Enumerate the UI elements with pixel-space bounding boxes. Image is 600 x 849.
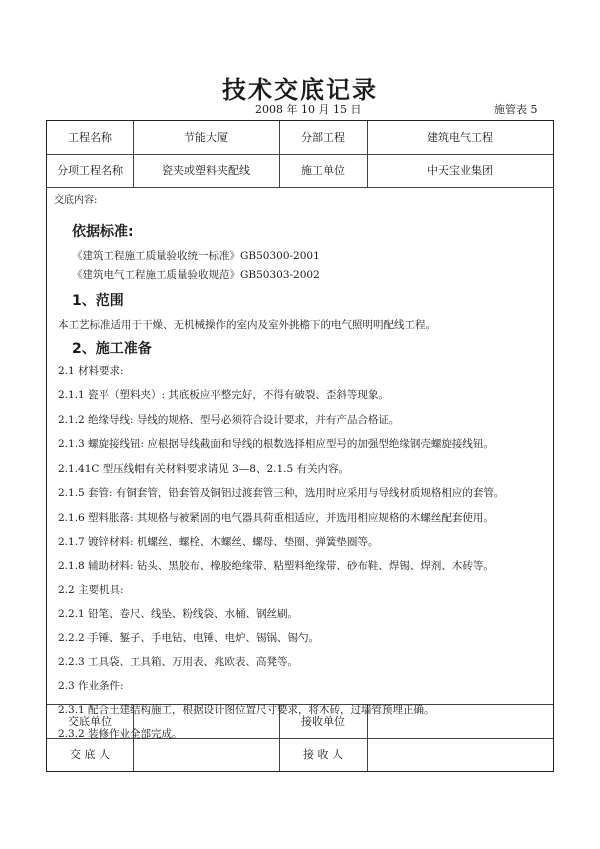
project-name-label: 工程名称 [68, 131, 112, 144]
prep-line: 2.2.2 手锤、錾子、手电钻、电锤、电炉、锡锅、锡勺。 [58, 632, 320, 644]
record-table [46, 120, 554, 772]
prep-line: 2.3.2 装修作业全部完成。 [58, 728, 183, 740]
prep-line: 2.1.8 辅助材料: 钻头、黑胶布、橡胶绝缘带、粘塑料绝缘带、砂布鞋、焊锡、焊剂、木砖等。 [58, 560, 494, 572]
item-name-value: 瓷夹或塑料夹配线 [162, 164, 250, 177]
sub-project-label: 分部工程 [301, 131, 345, 144]
prep-line: 2.2.1 铅笔、卷尺、线坠、粉线袋、水桶、钢丝刷。 [58, 608, 299, 620]
scope-heading: 1、范围 [72, 293, 124, 309]
basis-standard: 《建筑工程施工质量验收统一标准》GB50300-2001 [72, 250, 320, 262]
prep-line: 2.2 主要机具: [58, 584, 124, 596]
prep-line: 2.3 作业条件: [58, 680, 124, 692]
prep-line: 2.1.7 镀锌材料: 机螺丝、螺栓、木螺丝、螺母、垫圈、弹簧垫圈等。 [58, 536, 379, 548]
handover-unit-label: 交底单位 [68, 715, 112, 728]
prep-line: 2.2.3 工具袋、工具箱、万用表、兆欧表、高凳等。 [58, 656, 299, 668]
handover-person-label: 交 底 人 [70, 748, 110, 761]
document-date: 2008 年 10 月 15 日 [255, 103, 362, 116]
receiver-label: 接 收 人 [303, 748, 343, 761]
prep-line: 2.1.5 套管: 有铜套管，铅套管及铜铝过渡套管三种，选用时应采用与导线材质规格相应的套管。 [58, 487, 505, 499]
prep-line: 2.1.6 塑料胀落: 其规格与被紧固的电气器具荷重相适应，并选用相应规格的木螺丝配套使用。 [58, 512, 494, 524]
sub-project-value: 建筑电气工程 [427, 131, 493, 144]
prep-line: 2.3.1 配合土建结构施工，根据设计图位置尺寸要求，将木砖，过墙管预埋正确。 [58, 704, 435, 716]
scope-text: 本工艺标准适用于干燥、无机械操作的室内及室外挑檐下的电气照明明配线工程。 [58, 319, 436, 331]
construction-unit-value: 中天宝业集团 [427, 164, 493, 177]
document-title: 技术交底记录 [222, 76, 378, 104]
construction-unit-label: 施工单位 [301, 164, 345, 177]
project-name-value: 节能大厦 [184, 131, 228, 144]
prep-line: 2.1.2 绝缘导线: 导线的规格、型号必须符合设计要求，并有产品合格证。 [58, 414, 400, 426]
row-divider [47, 154, 553, 155]
row-divider [47, 187, 553, 188]
form-number: 施管表 5 [494, 103, 538, 116]
receiving-unit-label: 接收单位 [301, 715, 345, 728]
prep-line: 2.1.41C 型压线帽有关材料要求请见 3—8、2.1.5 有关内容。 [58, 463, 350, 475]
prep-line: 2.1 材料要求: [58, 365, 124, 377]
prep-line: 2.1.1 瓷平（塑料夹）: 其底板应平整完好，不得有破裂、歪斜等现象。 [58, 389, 389, 401]
item-name-label: 分项工程名称 [57, 164, 123, 177]
basis-heading: 依据标准: [72, 224, 134, 240]
basis-standard: 《建筑电气工程施工质量验收规范》GB50303-2002 [72, 269, 320, 281]
content-label: 交底内容: [54, 195, 98, 206]
prep-line: 2.1.3 螺旋接线钮: 应根据导线截面和导线的根数选择相应型号的加强型绝缘钢壳螺旋接线钮。 [58, 438, 494, 450]
prep-heading: 2、施工准备 [72, 341, 152, 357]
